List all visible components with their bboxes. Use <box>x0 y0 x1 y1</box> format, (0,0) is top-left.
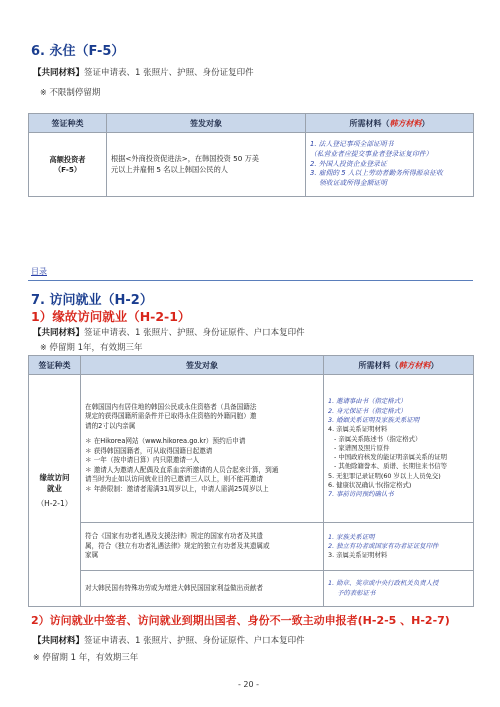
target-cell <box>81 571 324 607</box>
category-name: 缘故访问 <box>39 473 70 482</box>
note-mark-icon: ※ <box>40 88 47 97</box>
material-item: 1. 邀请事由书（指定格式） <box>328 397 407 406</box>
target-cell <box>81 523 324 571</box>
target-line: ＊ 邀请人为邀请人配偶及直系血亲所邀请的人员合起来计算，到通 <box>85 465 279 474</box>
materials-cell <box>324 523 474 571</box>
table-row <box>29 571 474 607</box>
header-materials: 所需材料（韩方材料） <box>324 356 474 375</box>
common-materials-line <box>33 66 254 78</box>
table-row <box>29 375 474 523</box>
materials-cell <box>306 133 474 197</box>
material-item: 3. 婚姻关系证明及家族关系证明 <box>328 416 420 425</box>
common-materials-text: 签证申请表、1 张照片、护照、身份证复印件 <box>84 68 254 78</box>
material-subitem: - 中国政府核发的能证明亲属关系的证明 <box>334 453 447 462</box>
target-line: 对大韩民国有特殊功劳或为增进大韩民国国家利益做出贡献者 <box>85 583 264 592</box>
material-item: 1. 勋章、奖章或中央行政机关负责人授 <box>328 579 439 588</box>
note-mark-icon: ※ <box>40 343 47 352</box>
target-line: 规定的获得国籍所需条件并已取得永住资格的外籍同胞）邀 <box>85 412 257 421</box>
target-line: 符合《国家有功者礼遇及支援法律》规定的国家有功者及其遗 <box>85 532 264 541</box>
table-header-row <box>29 356 474 375</box>
header-target: 签发对象 <box>107 114 306 133</box>
target-cell <box>81 375 324 523</box>
material-item: 2. 身元保证书（指定格式） <box>328 406 407 415</box>
material-subitem: - 家谱图及照片原件 <box>334 443 390 452</box>
common-materials-label: 【共同材料】 <box>33 68 85 78</box>
stay-note <box>33 651 138 663</box>
category-name: 就业 <box>47 484 62 493</box>
material-item: 4. 亲属关系证明材料 <box>328 425 388 434</box>
material-item: 7. 事前访问预约确认书 <box>328 490 394 499</box>
target-line: 家属 <box>85 551 99 560</box>
target-line: 属，符合《独立有功者礼遇法律》规定的独立有功者及其遗属或 <box>85 541 270 550</box>
material-item: 2. 独立有功者或国家有功者证证复印件 <box>328 541 439 550</box>
material-item: 领收证或所得金额证明 <box>319 179 387 188</box>
material-item: 6. 健康状况确认书(指定格式) <box>328 480 412 489</box>
common-materials-text: 签证申请表、1 张照片、护照、身份证原件、户口本复印件 <box>84 636 305 646</box>
header-materials: 所需材料（韩方材料） <box>306 114 474 133</box>
material-item: 3. 亲属关系证明材料 <box>328 551 388 560</box>
material-item: 1. 家族关系证明 <box>328 532 375 541</box>
table-row <box>29 133 474 197</box>
table-header-row <box>29 114 474 133</box>
stay-note <box>40 341 143 353</box>
common-materials-line <box>33 634 305 646</box>
category-code: （F-5） <box>53 164 82 174</box>
stay-note-text: 不限制停留期 <box>49 88 101 98</box>
note-mark-icon: ※ <box>33 653 40 662</box>
target-line: 根据<外商投资促进法>，在韩国投资 50 万美 <box>111 154 259 164</box>
f5-visa-table <box>28 113 474 197</box>
material-subitem: - 其他除籍誊本、质谱、长期往来书信等 <box>334 462 447 471</box>
material-subitem: - 亲属关系陈述书（指定格式） <box>334 434 422 443</box>
common-materials-label: 【共同材料】 <box>33 636 85 646</box>
target-line: 请的2寸以内亲属 <box>85 421 136 430</box>
h21-visa-table <box>28 355 474 607</box>
section-7-title: 7. 访问就业（H-2） <box>31 293 153 308</box>
category-name: 高额投资者 <box>49 154 86 164</box>
target-line: 元以上并雇佣 5 名以上韩国公民的人 <box>111 164 228 174</box>
divider <box>28 280 473 281</box>
common-materials-label: 【共同材料】 <box>33 328 85 338</box>
section-6-title: 6. 永住（F-5） <box>31 44 125 59</box>
material-item: 5. 无犯罪记录证明(60 岁以上人员免交) <box>328 471 441 480</box>
category-cell <box>29 133 107 197</box>
material-item: 予的表彰证书 <box>337 588 376 597</box>
target-line: ＊ 获得韩国国籍者，可从取得国籍日起邀请 <box>85 446 213 455</box>
page-number: - 20 - <box>238 680 260 689</box>
materials-cell <box>324 571 474 607</box>
subsection-h21-title: 1）缘故访问就业（H-2-1） <box>31 309 191 324</box>
category-code: （H-2-1） <box>36 499 73 508</box>
common-materials-text: 签证申请表、1 张照片、护照、身份证原件、户口本复印件 <box>84 328 305 338</box>
stay-note-text: 停留期 1年，有效期三年 <box>49 343 143 353</box>
header-visa-type: 签证种类 <box>29 114 107 133</box>
toc-link[interactable]: 目录 <box>31 267 47 276</box>
target-cell <box>107 133 306 197</box>
target-line: 请当时为止如以访问就业目的已邀请三人以上，则不能再邀请 <box>85 475 264 484</box>
subsection-h25-title: 2）访问就业中签者、访问就业到期出国者、身份不一致主动申报者(H-2-5 、H-2-7) <box>31 614 450 627</box>
target-line: 在韩国国内有居住地的韩国公民或永住资格者（具备国籍法 <box>85 402 257 411</box>
stay-note <box>40 86 100 98</box>
header-target: 签发对象 <box>81 356 324 375</box>
material-item: 2. 外国人投资企业登录证 <box>310 159 387 168</box>
category-cell <box>29 375 81 607</box>
target-line: ＊ 一年（按申请日算）内只限邀请一人 <box>85 456 200 465</box>
material-item: （私营业者应提交事业者登录证复印件） <box>310 149 433 158</box>
table-row <box>29 523 474 571</box>
common-materials-line <box>33 326 305 338</box>
stay-note-text: 停留期 1 年，有效期三年 <box>42 653 139 663</box>
target-line: ＊ 年龄限制：邀请者需满31周岁以上，申请人需满25周岁以上 <box>85 484 269 493</box>
material-item: 3. 雇佣的 5 人以上劳动者勤务所得源泉征收 <box>310 169 443 178</box>
materials-cell <box>324 375 474 523</box>
target-line: ＊ 在Hikorea网站（www.hikorea.go.kr）预约后申请 <box>85 437 246 446</box>
header-visa-type: 签证种类 <box>29 356 81 375</box>
material-item: 1. 法人登记事项全部证明书 <box>310 139 394 148</box>
